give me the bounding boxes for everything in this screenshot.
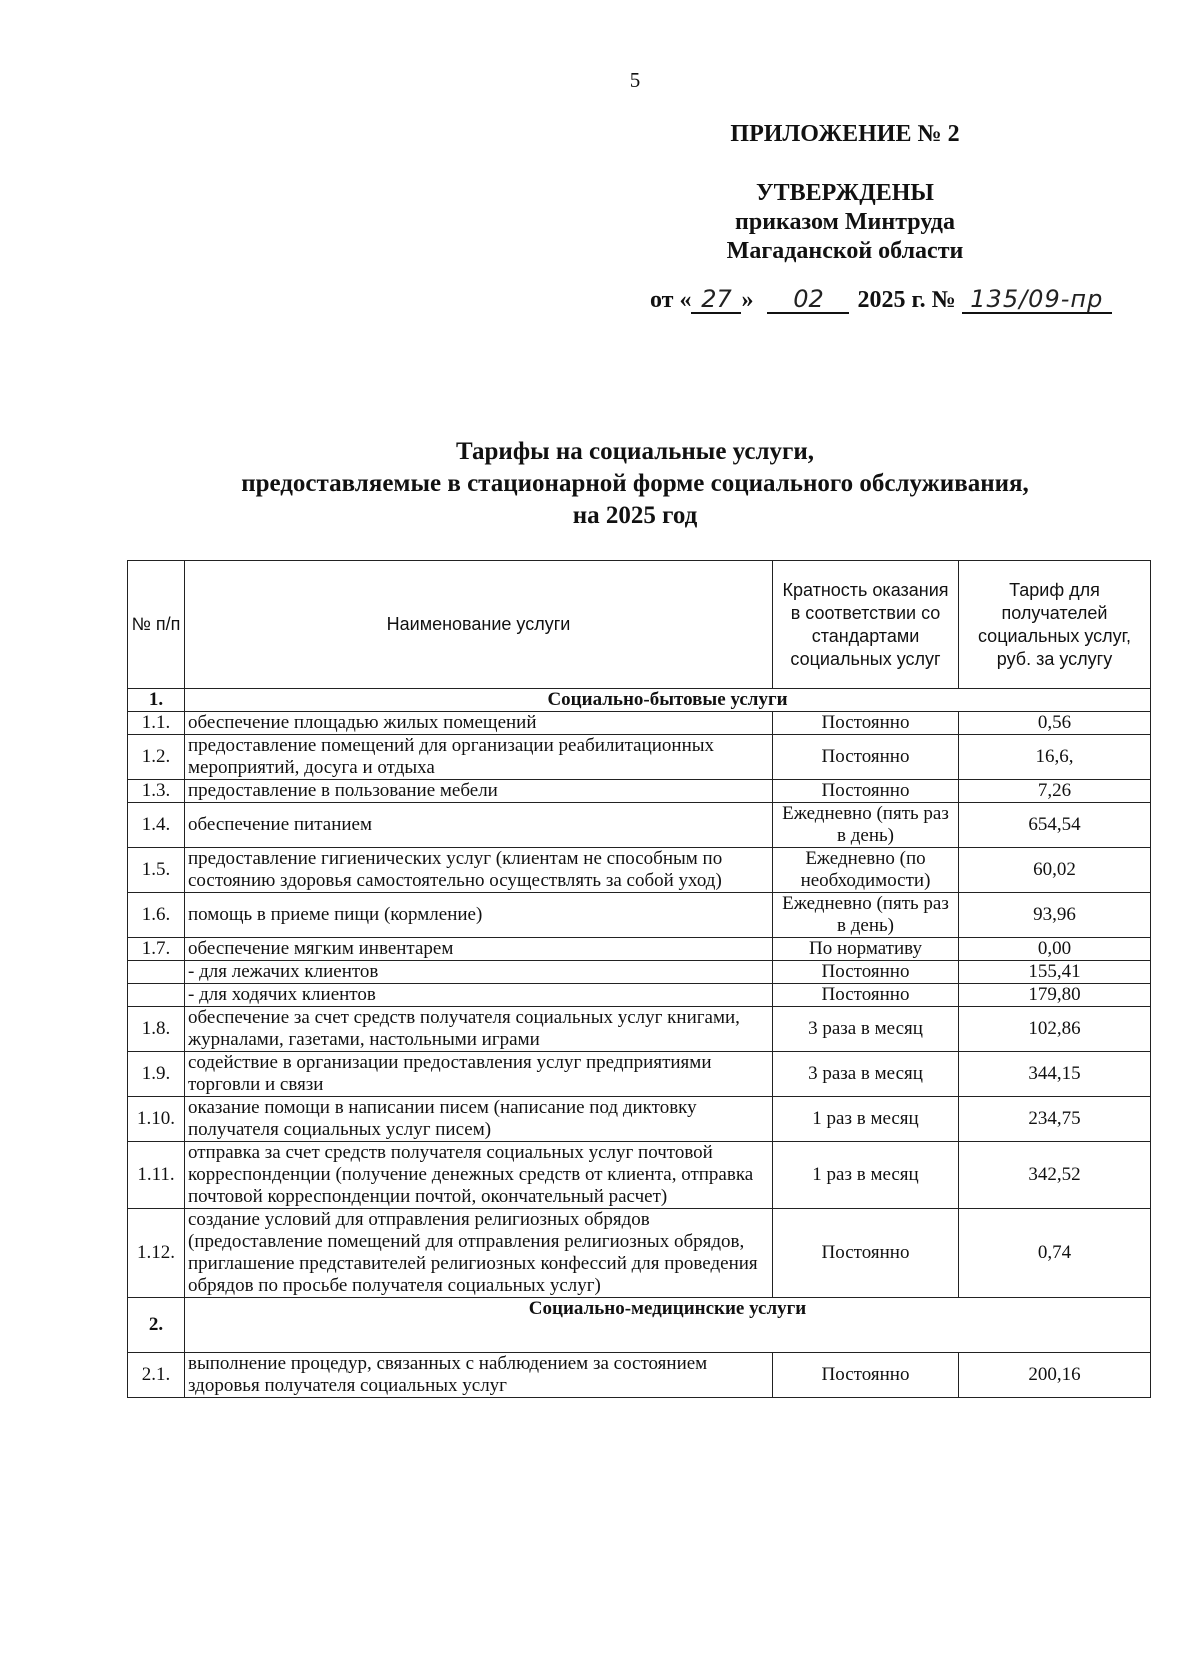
table-row <box>128 1209 1151 1298</box>
table-row <box>128 938 1151 961</box>
table-row <box>128 712 1151 735</box>
row-tariff: 0,74 <box>959 1209 1151 1298</box>
section-title: Социально-бытовые услуги <box>185 689 1151 712</box>
row-num: 1.5. <box>128 848 185 893</box>
row-tariff: 93,96 <box>959 893 1151 938</box>
title-line-2: предоставляемые в стационарной форме социального обслуживания, <box>241 470 1029 497</box>
row-service-name: обеспечение за счет средств получателя социальных услуг книгами, журналами, газетами, настольными играми <box>185 1007 773 1052</box>
row-tariff: 342,52 <box>959 1142 1151 1209</box>
row-service-name: содействие в организации предоставления услуг предприятиями торговли и связи <box>185 1052 773 1097</box>
row-num: 1.9. <box>128 1052 185 1097</box>
header-frequency: Кратность оказания в соответствии со стандартами социальных услуг <box>773 561 959 689</box>
table-row <box>128 1052 1151 1097</box>
row-service-name: обеспечение площадью жилых помещений <box>185 712 773 735</box>
approval-block <box>660 120 1030 266</box>
row-frequency: Постоянно <box>773 735 959 780</box>
table-body <box>128 689 1151 1398</box>
row-num: 1.2. <box>128 735 185 780</box>
handwritten-month: 02 <box>767 286 849 314</box>
row-tariff: 654,54 <box>959 803 1151 848</box>
date-prefix: от « <box>650 287 692 313</box>
table-row <box>128 780 1151 803</box>
row-service-name: выполнение процедур, связанных с наблюдением за состоянием здоровья получателя социальных услуг <box>185 1353 773 1398</box>
row-tariff: 179,80 <box>959 984 1151 1007</box>
row-service-name: создание условий для отправления религиозных обрядов (предоставление помещений для отправления религиозных обрядов, приглашение представителей религиозных конфессий для проведения обрядов по просьбе получателя социальных услуг) <box>185 1209 773 1298</box>
row-service-name: обеспечение мягким инвентарем <box>185 938 773 961</box>
section-num: 1. <box>128 689 185 712</box>
row-num: 1.8. <box>128 1007 185 1052</box>
header-num: № п/п <box>128 561 185 689</box>
by-order-label: приказом Минтруда <box>735 209 955 235</box>
row-num <box>128 984 185 1007</box>
row-frequency: Постоянно <box>773 1209 959 1298</box>
row-service-name: предоставление гигиенических услуг (клиентам не способным по состоянию здоровья самостоятельно осуществлять за собой уход) <box>185 848 773 893</box>
row-num: 1.7. <box>128 938 185 961</box>
row-frequency: 1 раз в месяц <box>773 1097 959 1142</box>
row-frequency: 3 раза в месяц <box>773 1052 959 1097</box>
title-line-3: на 2025 год <box>572 502 698 529</box>
row-service-name: - для ходячих клиентов <box>185 984 773 1007</box>
row-tariff: 102,86 <box>959 1007 1151 1052</box>
section-row <box>128 689 1151 712</box>
section-row <box>128 1298 1151 1353</box>
row-service-name: предоставление в пользование мебели <box>185 780 773 803</box>
row-frequency: 3 раза в месяц <box>773 1007 959 1052</box>
row-frequency: Постоянно <box>773 712 959 735</box>
row-tariff: 344,15 <box>959 1052 1151 1097</box>
row-tariff: 16,6, <box>959 735 1151 780</box>
row-frequency: Постоянно <box>773 984 959 1007</box>
table-row <box>128 735 1151 780</box>
table-header-row <box>128 561 1151 689</box>
appendix-label: ПРИЛОЖЕНИЕ № 2 <box>730 121 960 147</box>
table-row <box>128 1142 1151 1209</box>
row-num: 1.12. <box>128 1209 185 1298</box>
row-num: 1.1. <box>128 712 185 735</box>
row-service-name: предоставление помещений для организации реабилитационных мероприятий, досуга и отдыха <box>185 735 773 780</box>
row-frequency: Постоянно <box>773 961 959 984</box>
section-num: 2. <box>128 1298 185 1353</box>
row-num <box>128 961 185 984</box>
approved-label: УТВЕРЖДЕНЫ <box>756 180 934 206</box>
row-service-name: - для лежачих клиентов <box>185 961 773 984</box>
row-service-name: отправка за счет средств получателя социальных услуг почтовой корреспонденции (получение денежных средств от клиента, отправка почтовой корреспонденции почтой, окончательный расчет) <box>185 1142 773 1209</box>
row-tariff: 7,26 <box>959 780 1151 803</box>
tariffs-table <box>127 560 1151 1398</box>
order-date-line <box>650 286 1170 314</box>
row-frequency: Ежедневно (пять раз в день) <box>773 803 959 848</box>
header-tariff: Тариф для получателей социальных услуг, руб. за услугу <box>959 561 1151 689</box>
table-row <box>128 848 1151 893</box>
date-mid: » <box>741 287 754 313</box>
row-num: 1.4. <box>128 803 185 848</box>
row-num: 1.10. <box>128 1097 185 1142</box>
row-service-name: оказание помощи в написании писем (написание под диктовку получателя социальных услуг писем) <box>185 1097 773 1142</box>
row-frequency: Постоянно <box>773 1353 959 1398</box>
table-row <box>128 984 1151 1007</box>
row-frequency: Постоянно <box>773 780 959 803</box>
handwritten-order-number: 135/09-пр <box>962 286 1112 314</box>
row-num: 1.6. <box>128 893 185 938</box>
document-title <box>0 436 1200 532</box>
row-tariff: 155,41 <box>959 961 1151 984</box>
table-row <box>128 893 1151 938</box>
row-tariff: 0,00 <box>959 938 1151 961</box>
table-row <box>128 1007 1151 1052</box>
section-title: Социально-медицинские услуги <box>185 1298 1151 1353</box>
row-num: 1.11. <box>128 1142 185 1209</box>
row-tariff: 0,56 <box>959 712 1151 735</box>
row-frequency: Ежедневно (по необходимости) <box>773 848 959 893</box>
table-row <box>128 1097 1151 1142</box>
row-tariff: 200,16 <box>959 1353 1151 1398</box>
page-number: 5 <box>629 68 641 92</box>
row-tariff: 234,75 <box>959 1097 1151 1142</box>
row-num: 1.3. <box>128 780 185 803</box>
table-row <box>128 803 1151 848</box>
header-name: Наименование услуги <box>185 561 773 689</box>
table-row <box>128 1353 1151 1398</box>
table-row <box>128 961 1151 984</box>
row-frequency: 1 раз в месяц <box>773 1142 959 1209</box>
year-text: 2025 г. № <box>857 287 956 313</box>
region-label: Магаданской области <box>726 238 964 264</box>
row-service-name: обеспечение питанием <box>185 803 773 848</box>
row-service-name: помощь в приеме пищи (кормление) <box>185 893 773 938</box>
row-frequency: По нормативу <box>773 938 959 961</box>
title-line-1: Тарифы на социальные услуги, <box>455 438 815 465</box>
row-tariff: 60,02 <box>959 848 1151 893</box>
handwritten-day: 27 <box>691 286 741 314</box>
row-num: 2.1. <box>128 1353 185 1398</box>
row-frequency: Ежедневно (пять раз в день) <box>773 893 959 938</box>
